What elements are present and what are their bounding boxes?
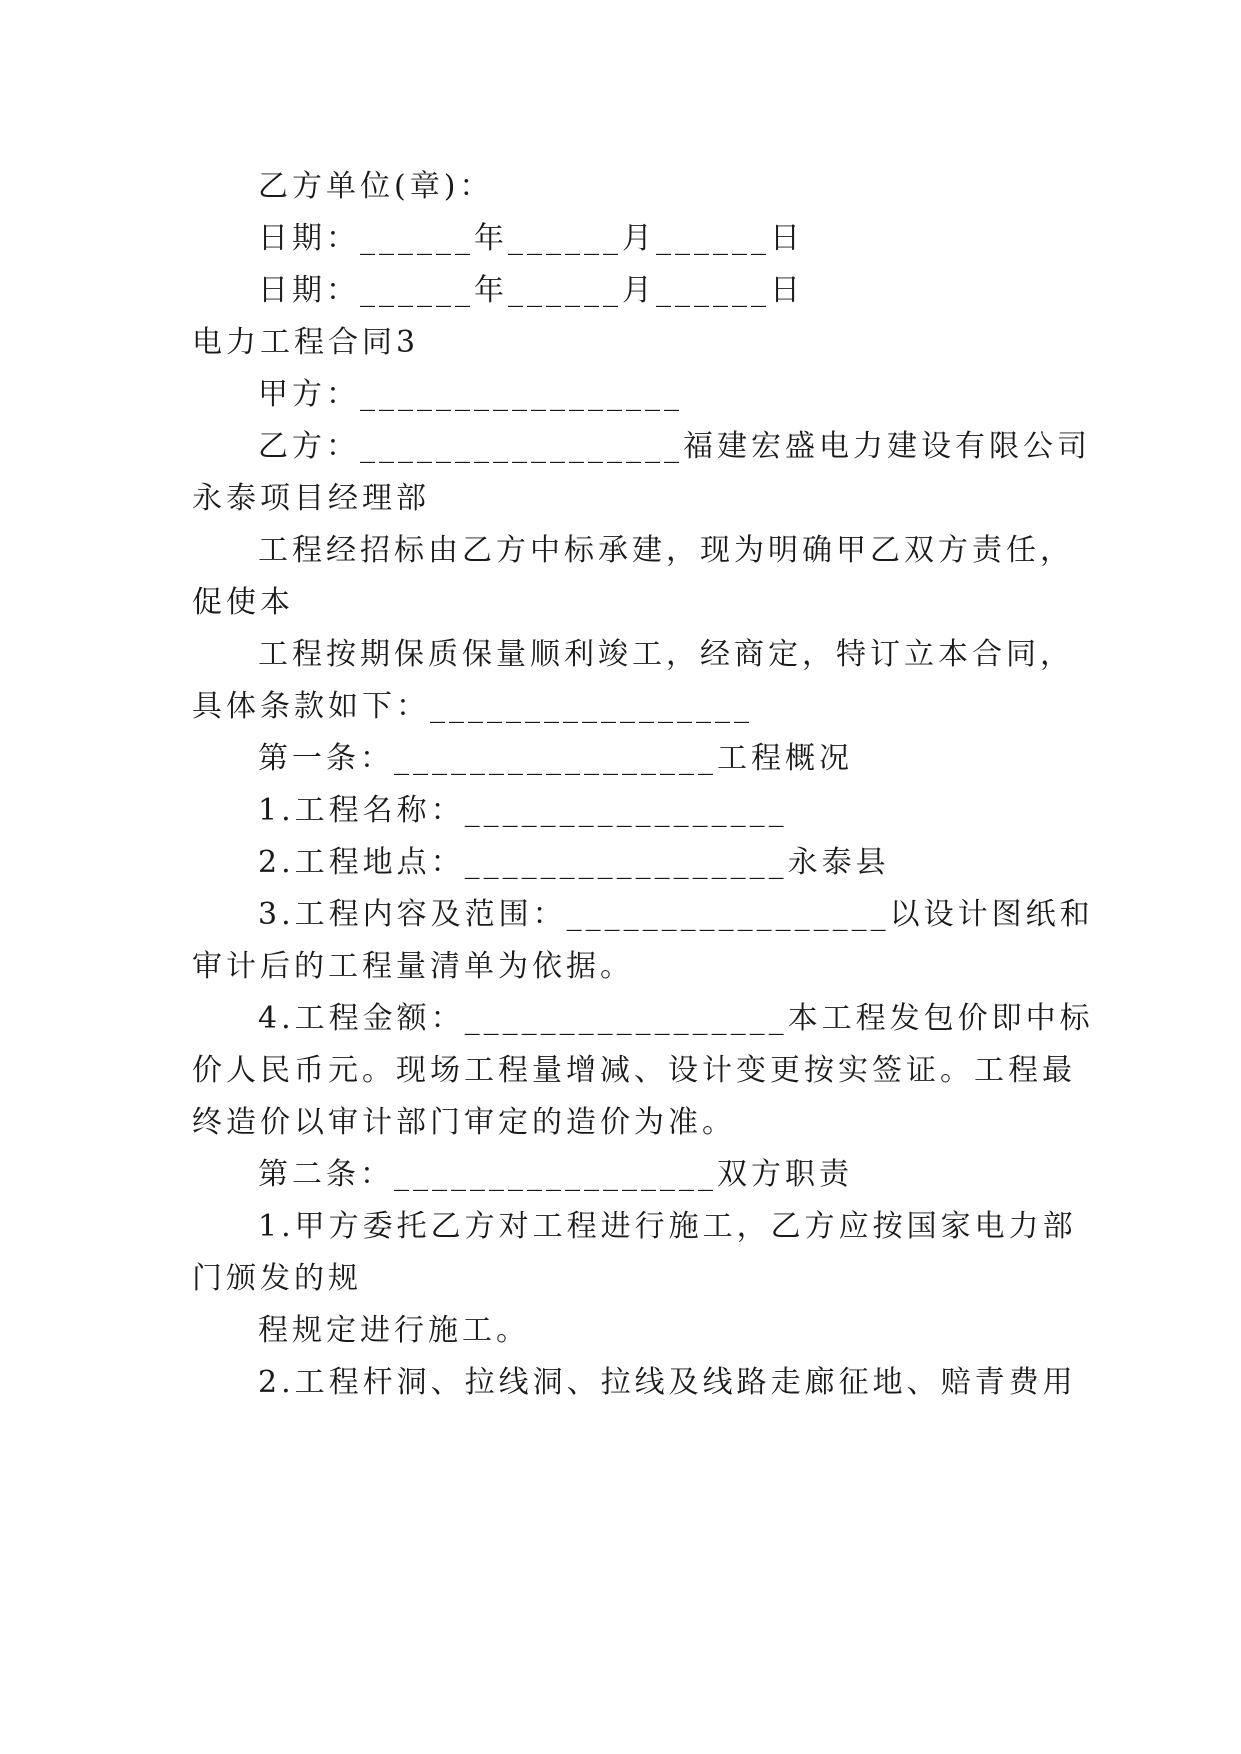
- article-1-heading: 第一条：_________________工程概况: [258, 741, 853, 776]
- date-line-2: 日期：______年______月______日: [258, 273, 804, 308]
- project-name-line: 1.工程名称：_________________: [258, 793, 788, 828]
- party-a-line: 甲方：_________________: [258, 377, 683, 412]
- project-location-line: 2.工程地点：_________________永泰县: [258, 845, 890, 880]
- intro-paragraph-1-cont: 促使本: [192, 585, 294, 620]
- project-amount-cont-2: 终造价以审计部门审定的造价为准。: [192, 1105, 736, 1140]
- party-b-seal-line: 乙方单位(章)：: [258, 169, 494, 204]
- date-line-1: 日期：______年______月______日: [258, 221, 804, 256]
- intro-paragraph-2: 工程按期保质保量顺利竣工，经商定，特订立本合同，: [258, 637, 1074, 672]
- duty-1-cont-2: 程规定进行施工。: [258, 1313, 530, 1348]
- project-amount-cont-1: 价人民币元。现场工程量增减、设计变更按实签证。工程最: [192, 1053, 1076, 1088]
- project-scope-cont: 审计后的工程量清单为依据。: [192, 949, 634, 984]
- article-2-heading: 第二条：_________________双方职责: [258, 1157, 853, 1192]
- intro-paragraph-2-cont: 具体条款如下：_________________: [192, 689, 753, 724]
- contract-title: 电力工程合同3: [192, 325, 420, 360]
- project-scope-line: 3.工程内容及范围：_________________以设计图纸和: [258, 897, 1094, 932]
- intro-paragraph-1: 工程经招标由乙方中标承建，现为明确甲乙双方责任，: [258, 533, 1074, 568]
- project-amount-line: 4.工程金额：_________________本工程发包价即中标: [258, 1001, 1094, 1036]
- duty-1-cont: 门颁发的规: [192, 1261, 362, 1296]
- duty-1-line: 1.甲方委托乙方对工程进行施工，乙方应按国家电力部: [258, 1209, 1077, 1244]
- party-b-line: 乙方：_________________福建宏盛电力建设有限公司: [258, 429, 1091, 464]
- duty-2-line: 2.工程杆洞、拉线洞、拉线及线路走廊征地、赔青费用: [258, 1365, 1077, 1400]
- party-b-line-cont: 永泰项目经理部: [192, 481, 430, 516]
